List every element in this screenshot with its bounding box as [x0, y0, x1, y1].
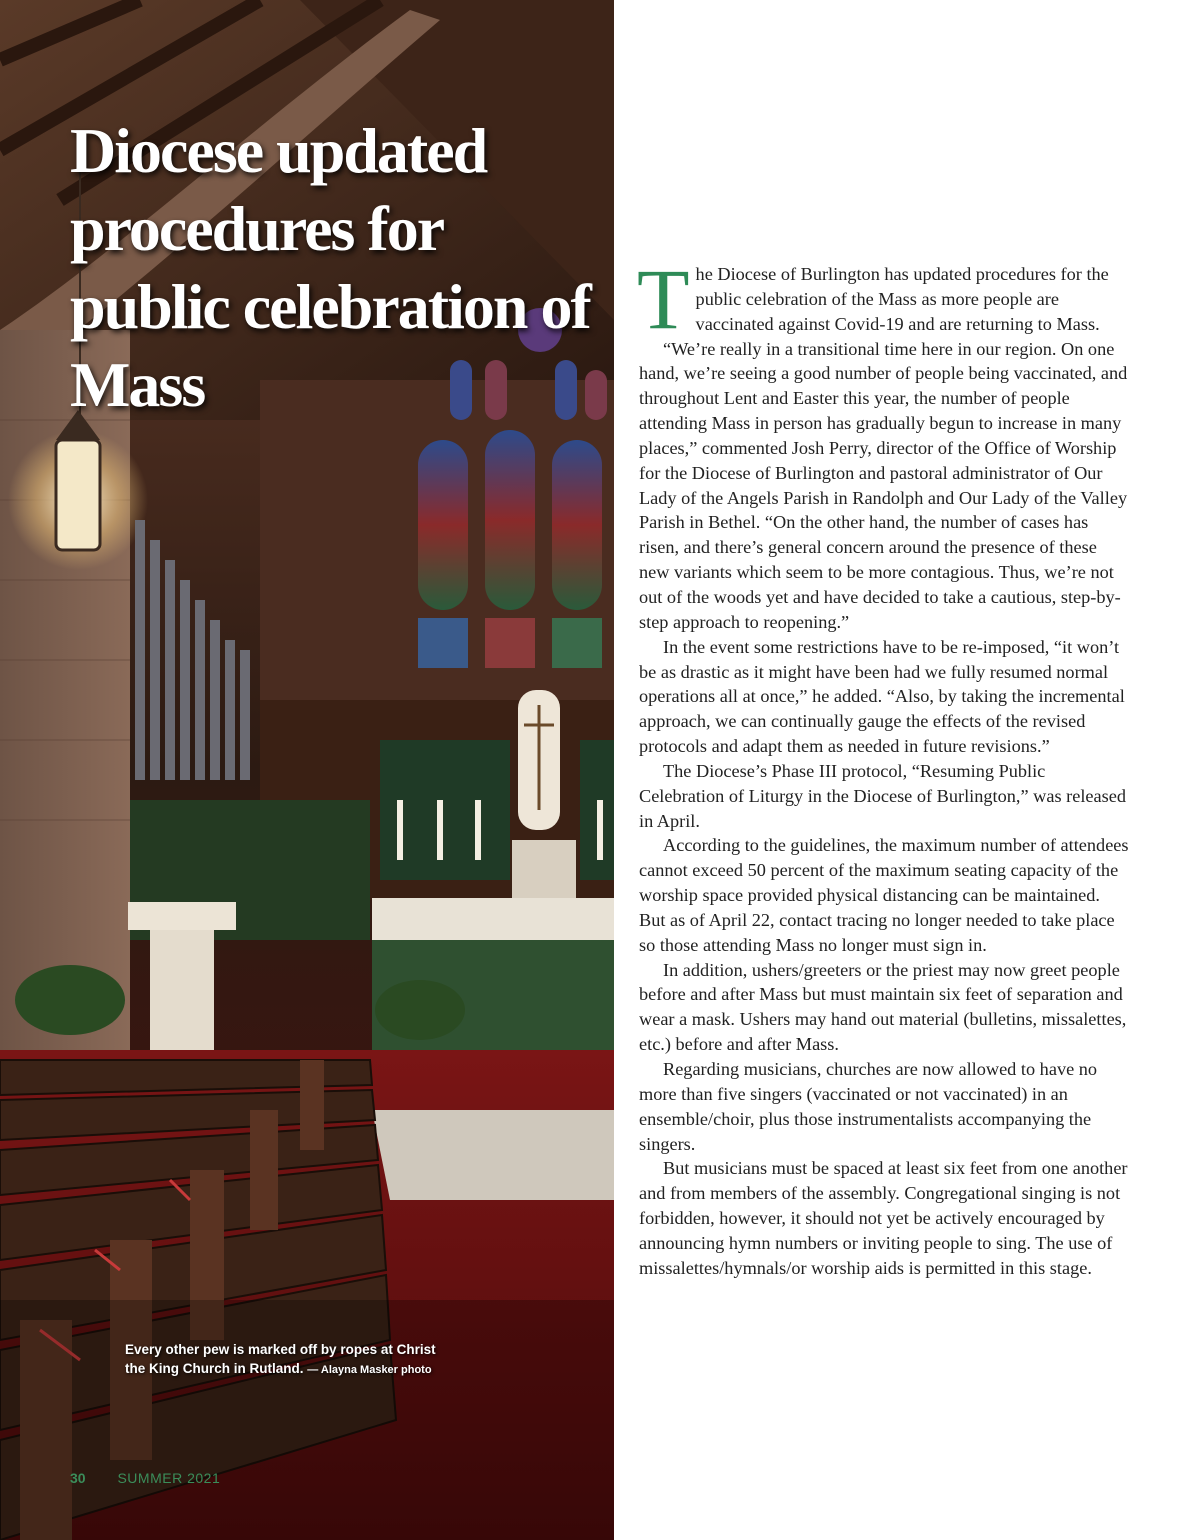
page-folio — [70, 1470, 220, 1486]
drop-cap: T — [637, 251, 690, 347]
article-lead-paragraph — [637, 251, 1129, 347]
photo-caption — [125, 1340, 455, 1380]
page-number: 30 — [70, 1470, 86, 1486]
photo-credit: — Alayna Masker photo — [307, 1364, 432, 1376]
article-paragraph: “We’re really in a transitional time here in our region. On one hand, we’re seeing a good number of people being vaccinated, and throughout Lent and Easter this year, the number of people attending Mass in person has gradually begun to increase in many places,” commented Josh Perry, director of the Office of Worship for the Diocese of Burlington and pastoral administrator of Our Lady of the Angels Parish in Randolph and Our Lady of the Valley Parish in Bethel. “On the other hand, the number of cases has risen, and there’s general concern around the presence of these new variants which seem to be more contagious. Thus, we’re not out of the woods yet and have decided to take a cautious, step-by-step approach to reopening.” — [639, 338, 1128, 632]
lead-text: he Diocese of Burlington has updated procedures for the public celebration of the Mass as more people are vaccinated against Covid-19 and are returning to Mass. — [695, 264, 1109, 334]
article-paragraph: According to the guidelines, the maximum number of attendees cannot exceed 50 percent of the maximum seating capacity of the worship space provided physical distancing can be maintained. But as of April 22, contact tracing no longer needed to take place so those attending Mass no longer must sign in. — [639, 835, 1129, 955]
article-paragraph: In the event some restrictions have to be re-imposed, “it won’t be as drastic as it might have been had we fully resumed normal operations all at once,” he added. “Also, by taking the incremental approach, we can continually gauge the effects of the revised protocols and adapt them as needed in future revisions.” — [639, 636, 1125, 757]
article-headline: Diocese updated procedures for public celebration of Mass — [70, 115, 590, 420]
article-paragraph: In addition, ushers/greeters or the priest may now greet people before and after Mass but must maintain six feet of separation and wear a mask. Ushers may hand out material (bulletins, missalettes, etc.) before and after Mass. — [639, 959, 1127, 1055]
article-paragraph: The Diocese’s Phase III protocol, “Resuming Public Celebration of Liturgy in the Diocese of Burlington,” was released in April. — [639, 760, 1127, 831]
article-paragraph: Regarding musicians, churches are now allowed to have no more than five singers (vaccinated or not vaccinated) in an ensemble/choir, plus those instrumentalists accompanying the singers. — [639, 1059, 1098, 1154]
article-body — [637, 251, 1129, 1281]
article-paragraph: But musicians must be spaced at least six feet from one another and from members of the assembly. Congregational singing is not forbidden, however, it should not yet be actively encouraged by announcing hymn numbers or inviting people to sing. The use of missalettes/hymnals/or worship aids is permitted in this stage. — [639, 1158, 1128, 1278]
issue-label: SUMMER 2021 — [117, 1470, 221, 1486]
caption-text: Every other pew is marked off by ropes at Christ the King Church in Rutland. — [125, 1342, 436, 1376]
